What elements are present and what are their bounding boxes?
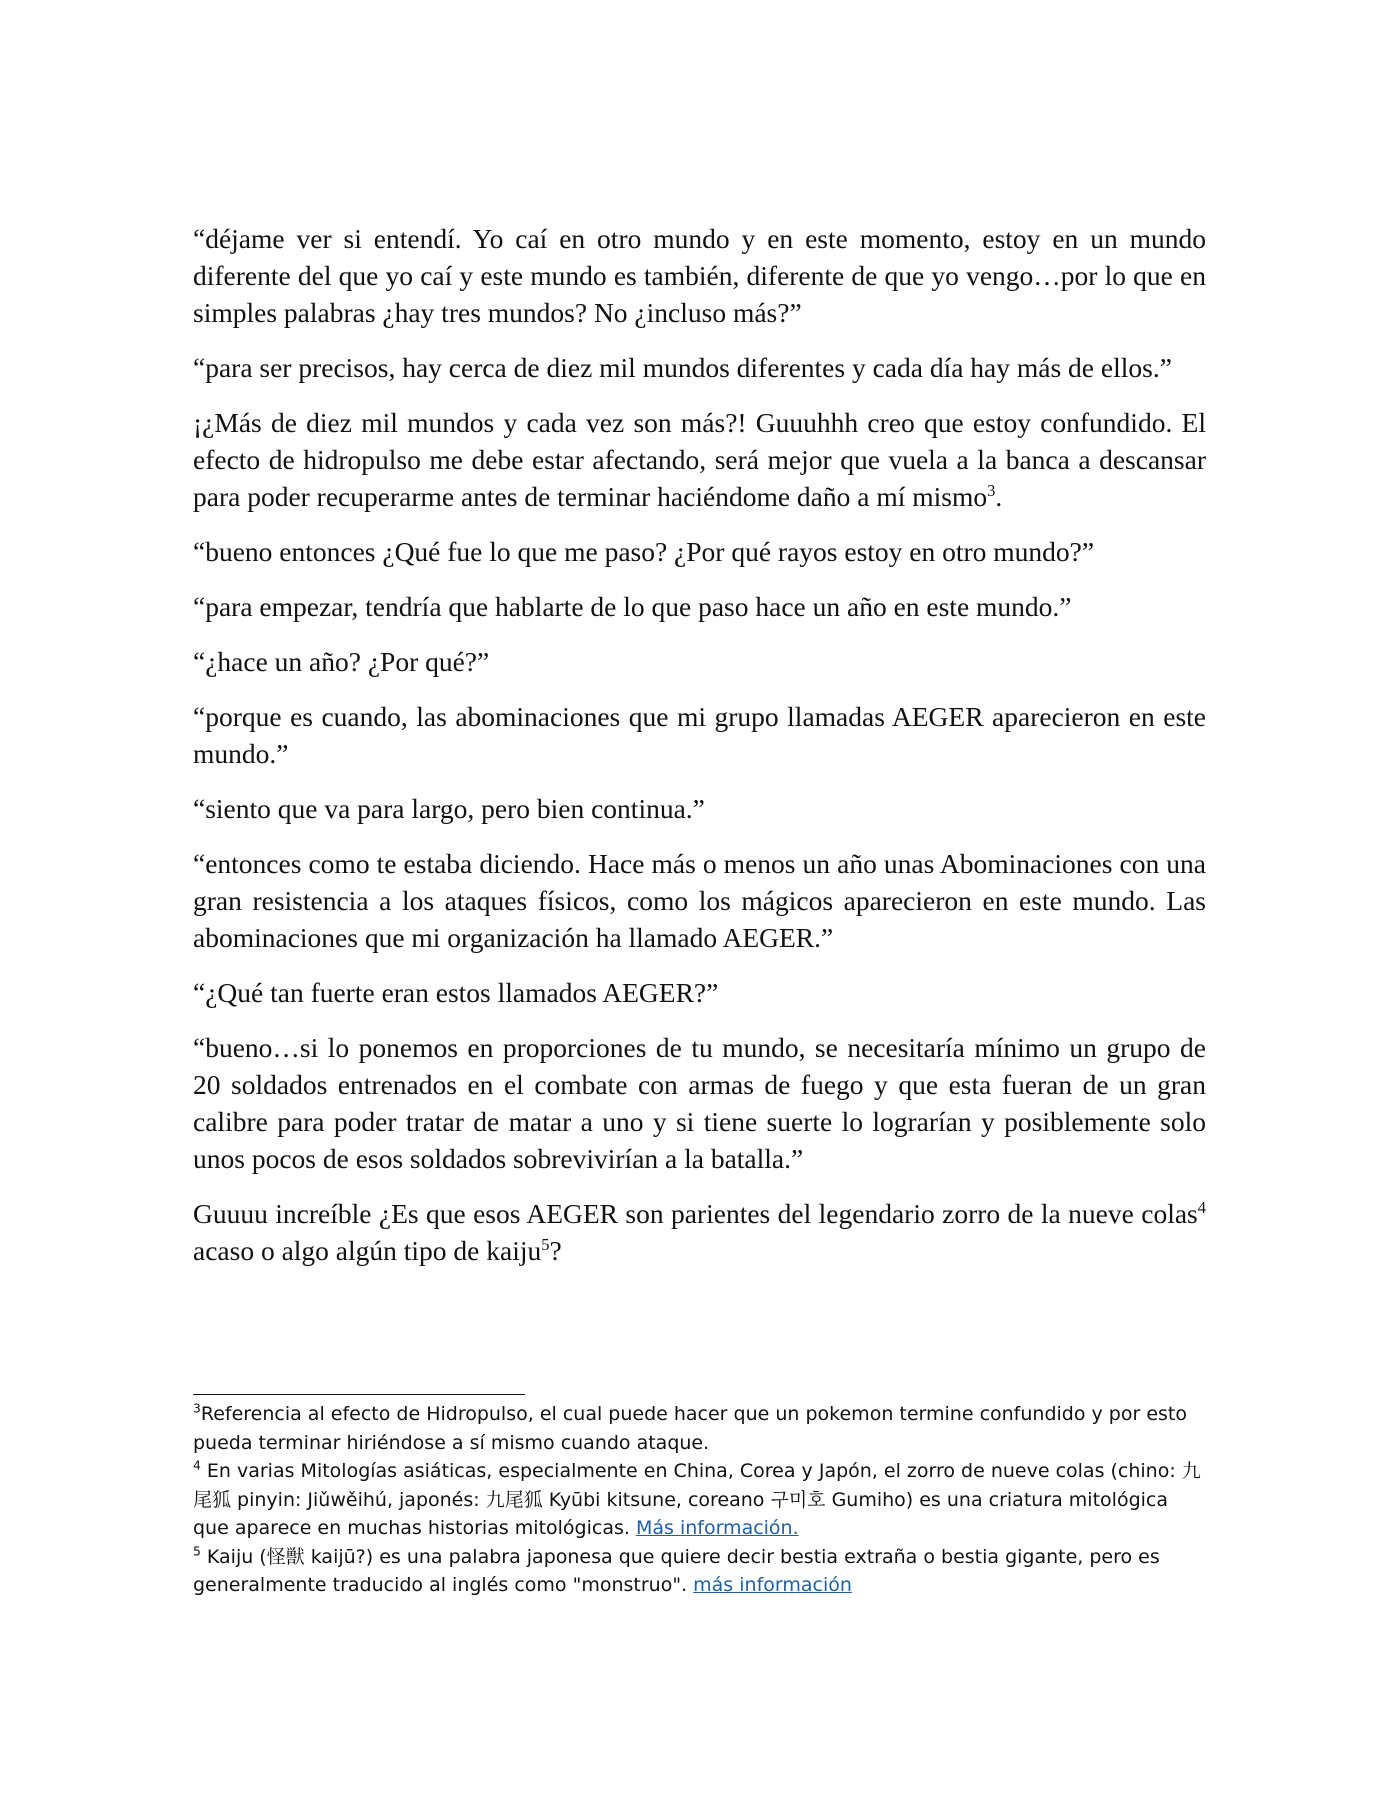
- footnote-3-text: Referencia al efecto de Hidropulso, el cual puede hacer que un pokemon termine confundido y por esto pueda terminar hiriéndose a sí mismo cuando ataque.: [193, 1403, 1188, 1454]
- paragraph-4: “bueno entonces ¿Qué fue lo que me paso? ¿Por qué rayos estoy en otro mundo?”: [193, 536, 1095, 567]
- footnote-ref-3[interactable]: 3: [987, 480, 996, 500]
- footnote-5-text: Kaiju (怪獣 kaijū?) es una palabra japonesa que quiere decir bestia extraña o bestia gigante, pero es generalmente traducido al inglés como "monstruo".: [193, 1545, 1160, 1596]
- paragraph-12-part2: acaso o algo algún tipo de kaiju: [193, 1235, 542, 1266]
- footnote-5-link[interactable]: más información: [693, 1574, 852, 1596]
- footnote-ref-4[interactable]: 4: [1197, 1197, 1206, 1217]
- paragraph-12-part1: Guuuu increíble ¿Es que esos AEGER son parientes del legendario zorro de la nueve colas: [193, 1198, 1198, 1229]
- paragraph-10: “¿Qué tan fuerte eran estos llamados AEGER?”: [193, 977, 719, 1008]
- footnote-separator: [193, 1394, 525, 1395]
- paragraph-12: [193, 1195, 1206, 1269]
- footnote-4-link[interactable]: Más información.: [635, 1517, 799, 1539]
- body-text: [193, 220, 1206, 1287]
- footnote-marker-5: 5: [193, 1544, 201, 1559]
- paragraph-7: “porque es cuando, las abominaciones que mi grupo llamadas AEGER aparecieron en este mundo.”: [193, 701, 1206, 769]
- paragraph-2: “para ser precisos, hay cerca de diez mil mundos diferentes y cada día hay más de ellos.”: [193, 352, 1172, 383]
- paragraph-12-part3: ?: [549, 1235, 562, 1266]
- footnote-marker-3: 3: [193, 1401, 201, 1416]
- footnote-4-text: En varias Mitologías asiáticas, especialmente en China, Corea y Japón, el zorro de nueve colas (chino: 九尾狐 pinyin: Jiǔwěihú, japonés: 九尾狐 Kyūbi kitsune, coreano 구미호 Gumiho) es una criatura mitológica que aparece en muchas historias mitológicas.: [193, 1460, 1201, 1539]
- footnote-3: [193, 1400, 1206, 1457]
- paragraph-8: “siento que va para largo, pero bien continua.”: [193, 793, 705, 824]
- paragraph-3-text: ¡¿Más de diez mil mundos y cada vez son más?! Guuuhhh creo que estoy confundido. El efecto de hidropulso me debe estar afectando, será mejor que vuela a la banca a descansar para poder recuperarme antes de terminar haciéndome daño a mí mismo: [193, 407, 1206, 512]
- paragraph-1: “déjame ver si entendí. Yo caí en otro mundo y en este momento, estoy en un mundo diferente del que yo caí y este mundo es también, diferente de que yo vengo…por lo que en simples palabras ¿hay tres mundos? No ¿incluso más?”: [193, 223, 1206, 328]
- paragraph-11: “bueno…si lo ponemos en proporciones de tu mundo, se necesitaría mínimo un grupo de 20 soldados entrenados en el combate con armas de fuego y que esta fueran de un gran calibre para poder tratar de matar a uno y si tiene suerte lo lograrían y posiblemente solo unos pocos de esos soldados sobrevivirían a la batalla.”: [193, 1032, 1206, 1174]
- footnotes: [193, 1400, 1206, 1600]
- footnote-marker-4: 4: [193, 1458, 201, 1473]
- paragraph-5: “para empezar, tendría que hablarte de lo que paso hace un año en este mundo.”: [193, 591, 1072, 622]
- footnote-4: [193, 1457, 1206, 1543]
- paragraph-9: “entonces como te estaba diciendo. Hace más o menos un año unas Abominaciones con una gran resistencia a los ataques físicos, como los mágicos aparecieron en este mundo. Las abominaciones que mi organización ha llamado AEGER.”: [193, 848, 1206, 953]
- paragraph-3: [193, 404, 1206, 515]
- paragraph-3-end: .: [995, 481, 1003, 512]
- paragraph-6: “¿hace un año? ¿Por qué?”: [193, 646, 490, 677]
- footnote-5: [193, 1543, 1206, 1600]
- footnote-ref-5[interactable]: 5: [541, 1234, 550, 1254]
